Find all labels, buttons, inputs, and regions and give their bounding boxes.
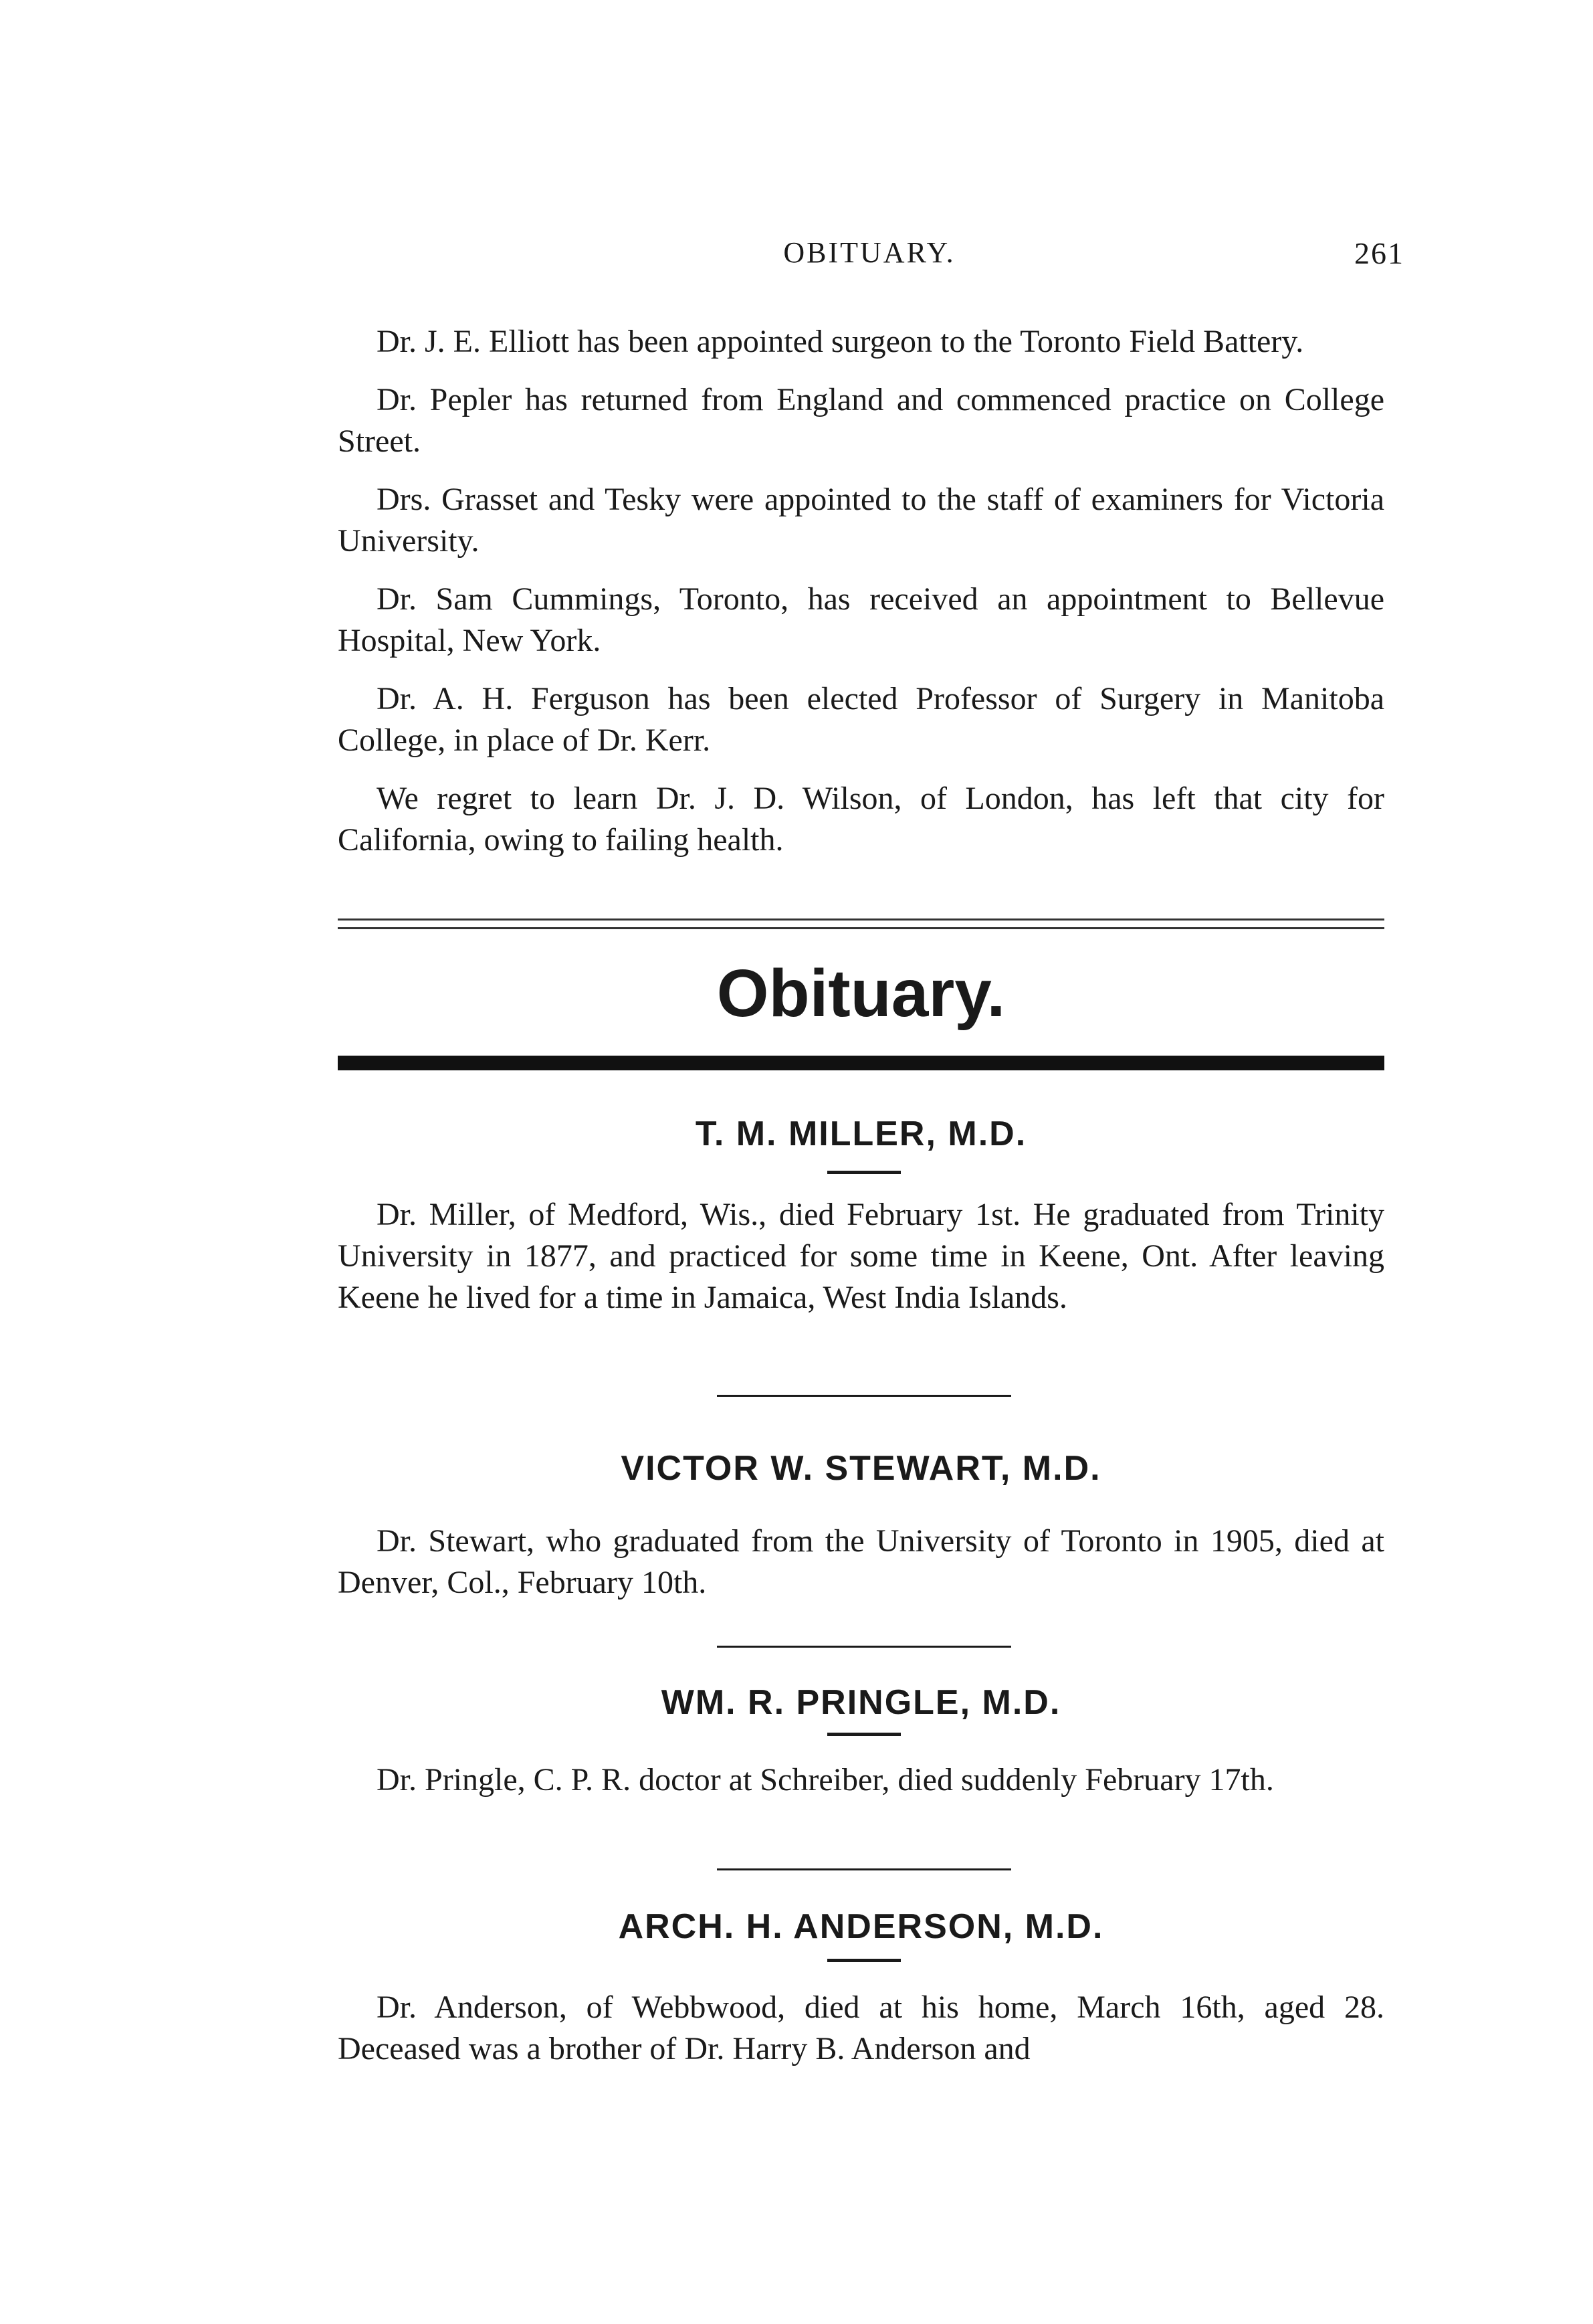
obituary-separator xyxy=(717,1395,1011,1397)
obituary-paragraph: Dr. Pringle, C. P. R. doctor at Schreiber, died suddenly February 17th. xyxy=(377,1762,1274,1798)
obituary-name-miller: T. M. MILLER, M.D. xyxy=(695,1115,1027,1153)
heading-rule xyxy=(338,1056,1384,1070)
obituary-paragraph: Dr. Stewart, who graduated from the University of Toronto in 1905, died at Denver, Col., February 10th. xyxy=(338,1523,1384,1600)
obituary-name-stewart: VICTOR W. STEWART, M.D. xyxy=(621,1449,1101,1488)
name-underline xyxy=(827,1171,901,1174)
news-item: Drs. Grasset and Tesky were appointed to the staff of examiners for Victoria University. xyxy=(338,482,1384,559)
obituary-separator xyxy=(717,1646,1011,1648)
obituary-text-pringle xyxy=(338,1759,1384,1801)
obituary-paragraph: Dr. Anderson, of Webbwood, died at his home, March 16th, aged 28. Deceased was a brother of Dr. Harry B. Anderson and xyxy=(338,1990,1384,2066)
obituary-paragraph: Dr. Miller, of Medford, Wis., died February 1st. He graduated from Trinity University in 1877, and practiced for some time in Keene, Ont. After leaving Keene he lived for a time in Jamaica, West India Islands. xyxy=(338,1197,1384,1315)
obituary-text-anderson xyxy=(338,1987,1384,2070)
page-number: 261 xyxy=(1354,236,1404,270)
news-items xyxy=(338,321,1384,878)
news-item: We regret to learn Dr. J. D. Wilson, of London, has left that city for California, owing to failing health. xyxy=(338,781,1384,858)
obituary-text-stewart xyxy=(338,1521,1384,1604)
news-item: Dr. A. H. Ferguson has been elected Professor of Surgery in Manitoba College, in place of Dr. Kerr. xyxy=(338,681,1384,758)
section-heading: Obituary. xyxy=(716,956,1006,1031)
news-item: Dr. J. E. Elliott has been appointed surgeon to the Toronto Field Battery. xyxy=(377,324,1304,359)
news-item: Dr. Pepler has returned from England and commenced practice on College Street. xyxy=(338,382,1384,459)
obituary-text-miller xyxy=(338,1194,1384,1319)
running-title: OBITUARY. xyxy=(783,236,956,269)
name-underline xyxy=(827,1733,901,1736)
name-underline xyxy=(827,1959,901,1962)
running-head xyxy=(334,235,1404,276)
section-divider xyxy=(338,918,1384,929)
obituary-name-pringle: WM. R. PRINGLE, M.D. xyxy=(661,1683,1061,1722)
obituary-name-anderson: ARCH. H. ANDERSON, M.D. xyxy=(618,1907,1104,1946)
obituary-separator xyxy=(717,1868,1011,1870)
news-item: Dr. Sam Cummings, Toronto, has received an appointment to Bellevue Hospital, New York. xyxy=(338,581,1384,658)
